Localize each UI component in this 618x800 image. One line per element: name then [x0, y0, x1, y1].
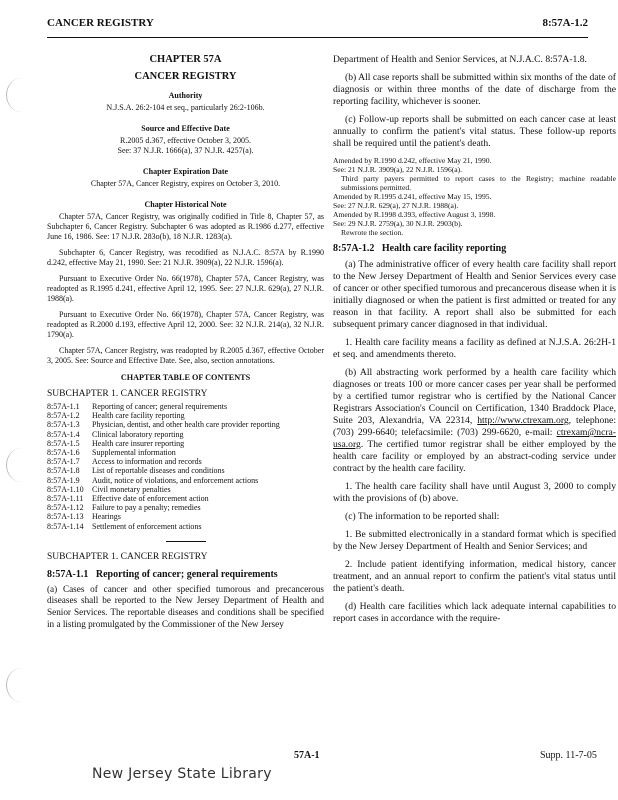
amendment-history	[333, 156, 616, 237]
toc-entry-title: Effective date of enforcement action	[92, 494, 209, 504]
chapter-number: CHAPTER 57A	[149, 54, 222, 65]
section-number: 8:57A-1.2	[333, 243, 375, 254]
historical-note-heading: Chapter Historical Note	[144, 200, 227, 209]
section-heading	[333, 243, 616, 255]
toc-entry-title: Settlement of enforcement actions	[92, 521, 202, 531]
source-line-1: R.2005 d.367, effective October 3, 2005.	[120, 136, 251, 145]
paragraph: (d) Health care facilities which lack adequate internal capabilities to report cases in accordance with the require-	[333, 601, 616, 624]
toc-entry-number: 8:57A-1.4	[47, 429, 80, 439]
paragraph: Department of Health and Senior Services, at N.J.A.C. 8:57A-1.8.	[333, 54, 587, 65]
toc-entry-title: List of reportable diseases and conditions	[92, 466, 225, 476]
toc-entry[interactable]	[47, 439, 324, 448]
history-line: Third party payers permitted to report cases to the Registry; machine readable submissions permitted.	[341, 174, 616, 192]
toc-entry-number: 8:57A-1.13	[47, 512, 84, 522]
toc-entry[interactable]	[47, 411, 324, 420]
historical-note-paragraph: Pursuant to Executive Order No. 66(1978), Chapter 57A, Cancer Registry, was readopted as R.1995 d.241, effective April 12, 1995. See: 27 N.J.R. 629(a), 27 N.J.R. 1988(a).	[47, 274, 324, 303]
toc-entry-number: 8:57A-1.3	[47, 420, 80, 430]
toc-entry-title: Clinical laboratory reporting	[92, 429, 184, 439]
paragraph: 1. The health care facility shall have until August 3, 2000 to comply with the provisions of (b) above.	[333, 481, 616, 504]
punch-hole	[6, 448, 37, 482]
history-line: See: 21 N.J.R. 3909(a), 22 N.J.R. 1596(a).	[333, 165, 463, 174]
toc-entry-title: Audit, notice of violations, and enforcement actions	[92, 475, 259, 485]
library-stamp: New Jersey State Library	[92, 766, 272, 782]
source-heading: Source and Effective Date	[141, 124, 230, 133]
toc-entry[interactable]	[47, 457, 324, 466]
paragraph: (c) Follow-up reports shall be submitted on each cancer case at least annually to confirm the patient's vital status. These follow-up reports shall be required until the patient's death.	[333, 114, 616, 149]
historical-note-paragraph: Subchapter 6, Cancer Registry, was recodified as N.J.A.C. 8:57A by R.1990 d.242, effective May 21, 1990. See: 21 N.J.R. 3909(a), 22 N.J.R. 1596(a).	[47, 248, 324, 267]
chapter-title: CANCER REGISTRY	[134, 71, 237, 82]
toc-entry-number: 8:57A-1.6	[47, 448, 80, 458]
running-header	[47, 17, 588, 38]
left-column	[47, 54, 324, 636]
website-link[interactable]: http://www.ctrexam.org	[477, 415, 569, 426]
toc-entry-number: 8:57A-1.5	[47, 438, 80, 448]
subchapter-heading: SUBCHAPTER 1. CANCER REGISTRY	[47, 551, 208, 562]
punch-hole	[6, 78, 37, 112]
history-line: Amended by R.1998 d.393, effective August 3, 1998.	[333, 210, 496, 219]
toc-entry-title: Hearings	[92, 512, 121, 522]
toc-entry-number: 8:57A-1.12	[47, 503, 84, 513]
toc-entry-number: 8:57A-1.2	[47, 411, 80, 421]
section-title: Reporting of cancer; general requirements	[95, 568, 278, 580]
toc-entry-title: Health care insurer reporting	[92, 438, 185, 448]
paragraph: 2. Include patient identifying information, medical history, cancer treatment, and an annual report to confirm the patient's vital status until the patient's death.	[333, 559, 616, 594]
paragraph: (a) The administrative officer of every health care facility shall report to the New Jersey Department of Health and Senior Services every case of cancer or other specified tumorous and precancerous disease when it is initially diagnosed or when the patient is first admitted or treated for any reason in that facility. A report shall also be submitted for each subsequent primary cancer diagnosed in that individual.	[333, 259, 616, 330]
header-section: 8:57A-1.2	[542, 17, 588, 29]
toc-entry[interactable]	[47, 494, 324, 503]
toc-entry-number: 8:57A-1.7	[47, 457, 80, 467]
paragraph: 1. Be submitted electronically in a standard format which is specified by the New Jersey Department of Health and Senior Services; and	[333, 529, 616, 552]
toc-entry[interactable]	[47, 512, 324, 521]
toc-heading: CHAPTER TABLE OF CONTENTS	[120, 373, 251, 382]
toc-entry[interactable]	[47, 466, 324, 475]
paragraph-text: . The certified tumor registrar shall be either employed by the health care facility or employed by an abstract-coding service under contract by the health care facility.	[333, 439, 616, 474]
toc-entry[interactable]	[47, 485, 324, 494]
page-number: 57A-1	[294, 750, 320, 761]
email-link[interactable]: ctrexam@ncra-usa.org	[333, 427, 616, 450]
toc-entry[interactable]	[47, 476, 324, 485]
historical-note-paragraph: Pursuant to Executive Order No. 66(1978), Chapter 57A, Cancer Registry, was readopted as R.2000 d.193, effective April 12, 2000. See: 32 N.J.R. 214(a), 32 N.J.R. 1790(a).	[47, 310, 324, 339]
toc-entry-title: Physician, dentist, and other health care provider reporting	[92, 420, 280, 430]
history-line: Amended by R.1990 d.242, effective May 21, 1990.	[333, 156, 492, 165]
section-divider	[166, 541, 206, 542]
authority-heading: Authority	[168, 91, 203, 100]
paragraph-text: , telephone: (703) 299-6640; telefacsimile: (703) 299-6620, e-mail:	[333, 415, 616, 438]
toc-entry-number: 8:57A-1.10	[47, 484, 84, 494]
historical-note-paragraph: Chapter 57A, Cancer Registry, was originally codified in Title 8, Chapter 57, as Subchapter 6, Cancer Registry. Subchapter 6 was adopted as R.1986 d.277, effective June 16, 1986. See: 17 N.J.R. 283o(b), 18 N.J.R. 1283(a).	[47, 212, 324, 241]
toc-entry[interactable]	[47, 430, 324, 439]
toc-entry-number: 8:57A-1.14	[47, 521, 84, 531]
authority-text: N.J.S.A. 26:2-104 et seq., particularly 26:2-106b.	[106, 103, 265, 112]
toc-entry[interactable]	[47, 448, 324, 457]
toc-entry-title: Reporting of cancer; general requirements	[92, 402, 228, 411]
supplement-date: Supp. 11-7-05	[540, 750, 597, 761]
toc-entry-title: Health care facility reporting	[92, 411, 185, 421]
paragraph-text: (b) All abstracting work performed by a health care facility which diagnoses or treats 100 or more cancer cases per year shall be performed by a certified tumor registrar who is certified by the National Cancer Registrars Association's Council on Certification, 1340 Braddock Place, Suite 203, Alexandria, VA 22314,	[333, 367, 616, 426]
toc-entry[interactable]	[47, 420, 324, 429]
history-line: Amended by R.1995 d.241, effective May 15, 1995.	[333, 192, 492, 201]
expiration-heading: Chapter Expiration Date	[142, 167, 229, 176]
toc-entry-title: Supplemental information	[92, 448, 176, 458]
history-line: Rewrote the section.	[341, 228, 404, 237]
punch-hole	[6, 668, 37, 702]
toc-entry-title: Civil monetary penalties	[92, 484, 171, 494]
toc-entry-number: 8:57A-1.8	[47, 466, 80, 476]
paragraph: (a) Cases of cancer and other specified tumorous and precancerous diseases shall be reported to the New Jersey Department of Health and Senior Services. The reportable diseases and conditions shall be specified in a listing promulgated by the Commissioner of the New Jersey	[47, 583, 324, 629]
toc-entry-number: 8:57A-1.1	[47, 402, 80, 411]
toc-entry-title: Failure to pay a penalty; remedies	[92, 503, 201, 513]
paragraph	[333, 367, 616, 475]
toc-subchapter: SUBCHAPTER 1. CANCER REGISTRY	[47, 389, 208, 399]
expiration-text: Chapter 57A, Cancer Registry, expires on October 3, 2010.	[90, 179, 281, 188]
toc-entry-title: Access to information and records	[92, 457, 202, 467]
paragraph: (b) All case reports shall be submitted within six months of the date of diagnosis or within three months of the date of discharge from the reporting facility, whichever is sooner.	[333, 72, 616, 107]
toc-entry[interactable]	[47, 522, 324, 531]
header-title: CANCER REGISTRY	[47, 17, 154, 29]
section-heading	[47, 569, 324, 580]
source-line-2: See: 37 N.J.R. 1666(a), 37 N.J.R. 4257(a).	[117, 146, 254, 155]
history-line: See: 27 N.J.R. 629(a), 27 N.J.R. 1988(a).	[333, 201, 459, 210]
right-column	[333, 54, 616, 631]
toc-entry-number: 8:57A-1.9	[47, 475, 80, 485]
section-title: Health care facility reporting	[381, 243, 507, 254]
section-number: 8:57A-1.1	[47, 568, 89, 580]
historical-note-paragraph: Chapter 57A, Cancer Registry, was readopted by R.2005 d.367, effective October 3, 2005. See: Source and Effective Date. See, also, section annotations.	[47, 346, 324, 365]
history-line: See: 29 N.J.R. 2759(a), 30 N.J.R. 2903(b).	[333, 219, 463, 228]
toc-entry[interactable]	[47, 402, 324, 411]
toc-entry-number: 8:57A-1.11	[47, 494, 84, 504]
paragraph: (c) The information to be reported shall:	[345, 511, 500, 522]
paragraph: 1. Health care facility means a facility as defined at N.J.S.A. 26:2H-1 et seq. and amendments thereto.	[333, 337, 616, 360]
toc-entry[interactable]	[47, 503, 324, 512]
table-of-contents	[47, 402, 324, 531]
